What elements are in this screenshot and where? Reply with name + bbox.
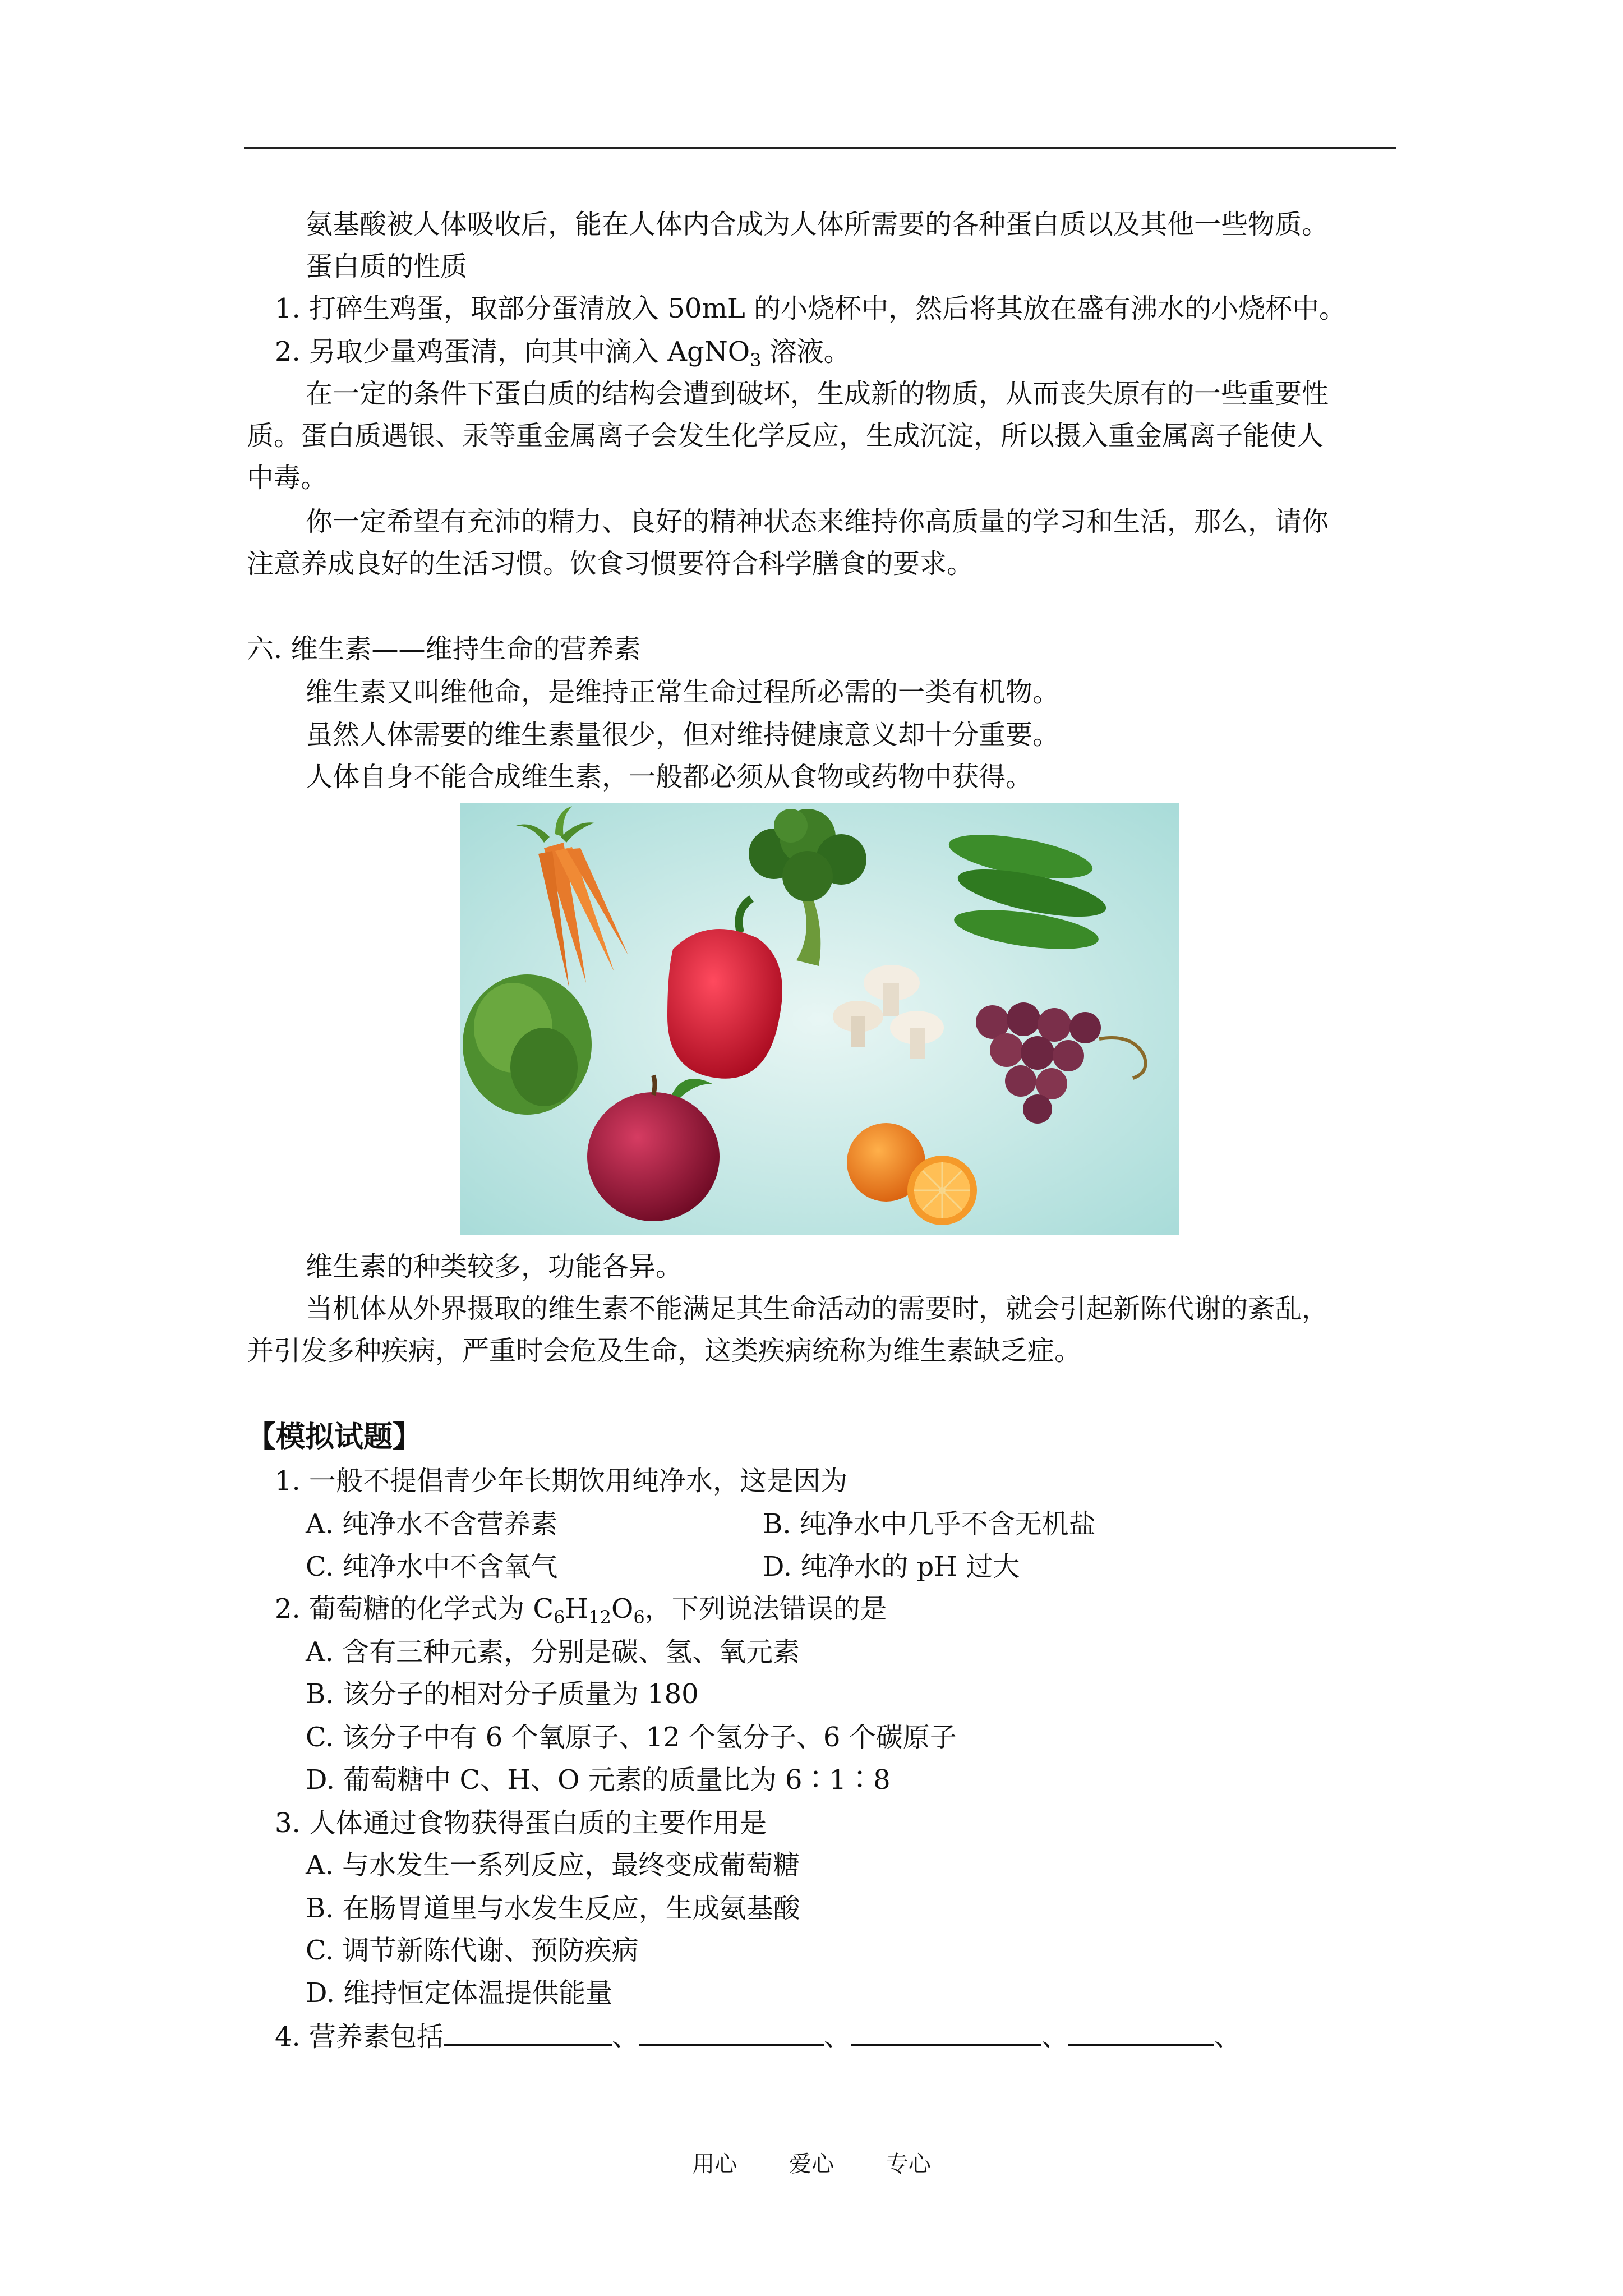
q2-o: O [611,1593,634,1625]
answer-blank-2[interactable] [639,2019,824,2046]
q4-sep-3: 、 [1041,2021,1069,2053]
experiment-item-2 [275,335,851,369]
protein-paragraph-2-line-3: 中毒。 [247,462,328,494]
protein-paragraph-3-line-1: 你一定希望有充沛的精力、良好的精神状态来维持你高质量的学习和生活，那么，请你 [306,506,1329,537]
protein-paragraph-1: 氨基酸被人体吸收后，能在人体内合成为人体所需要的各种蛋白质以及其他一些物质。 [306,209,1329,240]
q2-sub-c: 6 [554,1607,565,1628]
protein-paragraph-2-line-2: 质。蛋白质遇银、汞等重金属离子会发生化学反应，生成沉淀，所以摄入重金属离子能使人 [247,420,1324,452]
question-3-option-d: D. 维持恒定体温提供能量 [306,1977,613,2009]
q2-sub-h: 12 [588,1607,611,1628]
vitamin-line-1: 维生素又叫维他命，是维持正常生命过程所必需的一类有机物。 [306,677,1060,708]
question-3-option-b: B. 在肠胃道里与水发生反应，生成氨基酸 [306,1893,800,1924]
protein-paragraph-2-line-1: 在一定的条件下蛋白质的结构会遭到破坏，生成新的物质，从而丧失原有的一些重要性 [306,378,1329,409]
footer-text-2: 爱心 [789,2151,834,2177]
question-2-option-c: C. 该分子中有 6 个氧原子、12 个氢分子、6 个碳原子 [306,1722,957,1753]
q4-text: 4. 营养素包括 [275,2021,444,2053]
question-3: 3. 人体通过食物获得蛋白质的主要作用是 [275,1807,767,1839]
item2-text: 2. 另取少量鸡蛋清，向其中滴入 AgNO [275,336,750,367]
protein-paragraph-3-line-2: 注意养成良好的生活习惯。饮食习惯要符合科学膳食的要求。 [247,548,974,579]
question-1-option-a: A. 纯净水不含营养素 [306,1508,558,1540]
q2-text: 2. 葡萄糖的化学式为 C [275,1593,554,1625]
question-1-option-c: C. 纯净水中不含氧气 [306,1551,558,1582]
q4-sep-2: 、 [824,2021,851,2053]
q2-sub-o: 6 [633,1607,645,1628]
question-2-option-a: A. 含有三种元素，分别是碳、氢、氧元素 [306,1636,800,1668]
question-3-option-c: C. 调节新陈代谢、预防疾病 [306,1935,639,1966]
question-1-option-b: B. 纯净水中几乎不含无机盐 [763,1508,1096,1540]
question-2 [275,1592,887,1626]
vitamin-heading: 六. 维生素——维持生命的营养素 [247,633,641,665]
question-2-option-d: D. 葡萄糖中 C、H、O 元素的质量比为 6∶1∶8 [306,1764,891,1796]
footer-text-1: 用心 [692,2151,737,2177]
question-3-option-a: A. 与水发生一系列反应，最终变成葡萄糖 [306,1849,800,1881]
vitamin-line-4: 维生素的种类较多，功能各异。 [306,1251,683,1282]
answer-blank-1[interactable] [444,2019,612,2046]
vitamin-line-5: 当机体从外界摄取的维生素不能满足其生命活动的需要时，就会引起新陈代谢的紊乱， [306,1293,1329,1324]
page-footer [0,2147,1623,2181]
question-2-option-b: B. 该分子的相对分子质量为 180 [306,1678,699,1710]
q4-sep-1: 、 [612,2021,639,2053]
question-1-option-d: D. 纯净水的 pH 过大 [763,1551,1020,1582]
answer-blank-4[interactable] [1068,2019,1214,2046]
vegetables-fruits-image [460,803,1179,1235]
item2-text-end: 溶液。 [761,336,851,367]
quiz-heading: 【模拟试题】 [247,1420,422,1454]
question-4 [275,2019,1241,2053]
footer-text-3: 专心 [886,2151,931,2177]
item2-subscript: 3 [750,349,762,371]
lettuce [463,974,592,1115]
vitamin-line-2: 虽然人体需要的维生素量很少，但对维持健康意义却十分重要。 [306,719,1060,751]
q4-sep-4: 、 [1214,2021,1242,2053]
q2-h: H [565,1593,589,1625]
protein-properties-heading: 蛋白质的性质 [306,251,468,282]
question-1: 1. 一般不提倡青少年长期饮用纯净水，这是因为 [275,1465,848,1497]
vitamin-line-3: 人体自身不能合成维生素，一般都必须从食物或药物中获得。 [306,761,1033,793]
answer-blank-3[interactable] [851,2019,1041,2046]
q2-text-end: ，下列说法错误的是 [644,1593,887,1625]
vitamin-line-6: 并引发多种疾病，严重时会危及生命，这类疾病统称为维生素缺乏症。 [247,1335,1082,1366]
experiment-item-1: 1. 打碎生鸡蛋，取部分蛋清放入 50mL 的小烧杯中，然后将其放在盛有沸水的小烧杯中。 [275,293,1347,324]
